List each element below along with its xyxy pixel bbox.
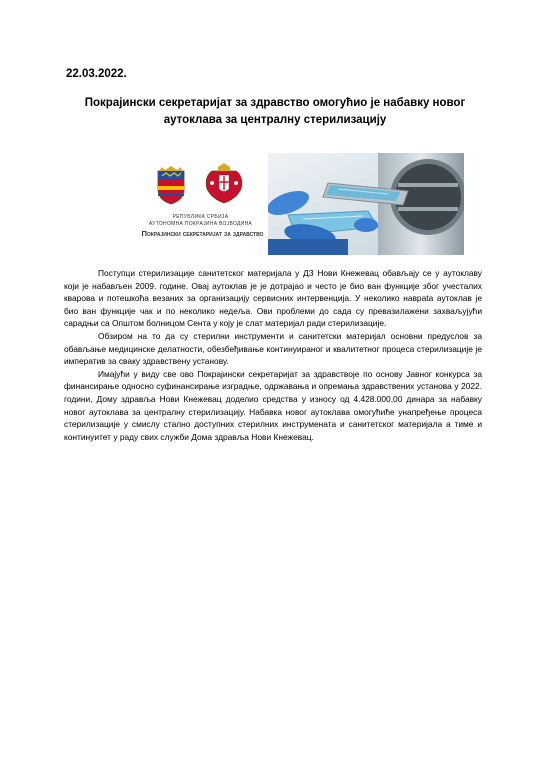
article-body xyxy=(64,267,482,443)
secretariat-logo xyxy=(138,163,263,243)
institution-line-2: АУТОНОМНА ПОКРАЈИНА ВОЈВОДИНА xyxy=(148,221,253,227)
article-title: Покрајински секретаријат за здравство омогућио је набавку новог аутоклава за централну стерилизацију xyxy=(84,97,466,126)
paragraph-1: Поступци стерилизације санитетског материјала у ДЗ Нови Кнежевац обављају се у аутоклаву који је набављен 2009. године. Овај аутоклав је је дотрајао и често је био ван функције због учесталих кварова и потешкоћа везаних за организацију сервисних интервенција. У неколико навраta аутоклав је био ван функције чак и по неколико недеља. Ови проблеми до сада су превазилажени захваљујући сарадњи са Општом болницом Сента у коју је слат материјал ради стерилизације. xyxy=(64,268,482,329)
institution-line-1: РЕПУБЛИКА СРБИЈА xyxy=(172,214,229,220)
coat-of-arms-icon xyxy=(146,163,256,205)
institution-name: Покрајински секретаријат за здравство xyxy=(141,229,264,238)
paragraph-3: Имајући у виду све ово Покрајински секретаријат за здравствоје по основу Јавног конкурса за финансирање односно суфинансирање изградње, одржавања и опремања здравствених установа у 2022. години, Дому здравља Нови Кнежевац доделио средства у износу од 4.428.000,00 динара за набавку новог аутоклава за централну стерилизацију. Набавка новог аутоклава омогућиће унапређење процеса стерилизације у смислу стално доступних стерилних инструмената и санитетског материјала а тиме и континуитет у раду свих служби Дома здравља Нови Кнежевац. xyxy=(64,368,482,442)
autoclave-photo xyxy=(268,153,464,255)
paragraph-2: Обзиром на то да су стерилни инструменти и санитетски материјал основни предуслов за обављање медицинске делатности, обезбеђивање континуираног и квалитетног процеса стерилизације је императив за сваку здравствену установу. xyxy=(64,330,482,367)
article-date: 22.03.2022. xyxy=(66,68,127,80)
